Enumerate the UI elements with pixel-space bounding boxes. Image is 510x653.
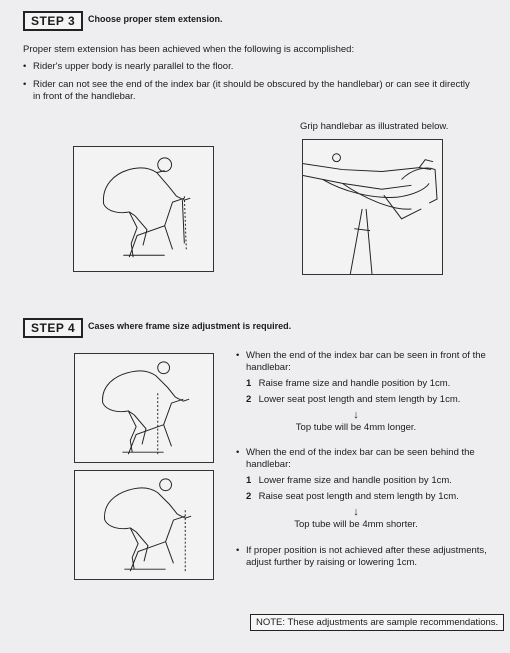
- list-item: [236, 447, 506, 471]
- final-note-text: If proper position is not achieved after these adjustments, adjust further by raising or lowering 1cm.: [246, 545, 487, 568]
- step3-title: Choose proper stem extension.: [88, 14, 223, 24]
- case1-block: [236, 350, 506, 434]
- item-text: Lower frame size and handle position by 1cm.: [258, 475, 452, 486]
- case2-result: Top tube will be 4mm shorter.: [294, 519, 418, 530]
- step4-title: Cases where frame size adjustment is required.: [88, 321, 292, 331]
- item-text: Lower seat post length and stem length by 1cm.: [258, 394, 461, 405]
- bullet-icon: •: [236, 350, 240, 361]
- rider-illustration-step3: [73, 146, 214, 272]
- item-text: Raise seat post length and stem length by 1cm.: [258, 491, 459, 502]
- rider-figure-icon: [75, 354, 213, 462]
- item-text: Raise frame size and handle position by 1cm.: [258, 378, 451, 389]
- rider-figure-icon: [75, 471, 213, 579]
- rider-illustration-case2: [74, 470, 214, 580]
- list-item: [23, 79, 493, 103]
- step4-badge: STEP 4: [23, 318, 83, 338]
- bullet-icon: •: [236, 545, 240, 556]
- step3-bullet-list: [23, 61, 493, 103]
- grip-illustration: [302, 139, 443, 275]
- case1-item-1: [246, 378, 506, 390]
- bullet-icon: •: [236, 447, 240, 458]
- case2-lead: When the end of the index bar can be seen behind the handlebar:: [246, 447, 475, 470]
- step3-bullet-1: Rider's upper body is nearly parallel to the floor.: [33, 61, 234, 72]
- final-note-block: [236, 545, 504, 569]
- step3-bullet-2: Rider can not see the end of the index bar (it should be obscured by the handlebar) or can see it directly in front of the handlebar.: [33, 79, 470, 102]
- recommendation-note: NOTE: These adjustments are sample recommendations.: [250, 614, 504, 631]
- down-arrow-icon: ↓: [353, 506, 359, 518]
- case2-block: [236, 447, 506, 531]
- item-number: 1: [246, 475, 252, 486]
- list-item: [236, 545, 504, 569]
- list-item: [236, 350, 506, 374]
- bullet-icon: •: [23, 61, 27, 72]
- down-arrow-icon: ↓: [353, 409, 359, 421]
- bullet-icon: •: [23, 79, 27, 90]
- case1-item-2: [246, 394, 506, 406]
- list-item: [23, 61, 493, 73]
- step3-badge: STEP 3: [23, 11, 83, 31]
- hand-grip-icon: [303, 140, 442, 274]
- rider-illustration-case1: [74, 353, 214, 463]
- case1-result: Top tube will be 4mm longer.: [295, 422, 417, 433]
- grip-caption: Grip handlebar as illustrated below.: [300, 121, 449, 132]
- case1-lead: When the end of the index bar can be seen in front of the handlebar:: [246, 350, 486, 373]
- rider-figure-icon: [74, 147, 213, 271]
- case2-item-2: [246, 491, 506, 503]
- item-number: 1: [246, 378, 252, 389]
- item-number: 2: [246, 491, 252, 502]
- item-number: 2: [246, 394, 252, 405]
- case2-item-1: [246, 475, 506, 487]
- step3-intro: Proper stem extension has been achieved when the following is accomplished:: [23, 44, 355, 55]
